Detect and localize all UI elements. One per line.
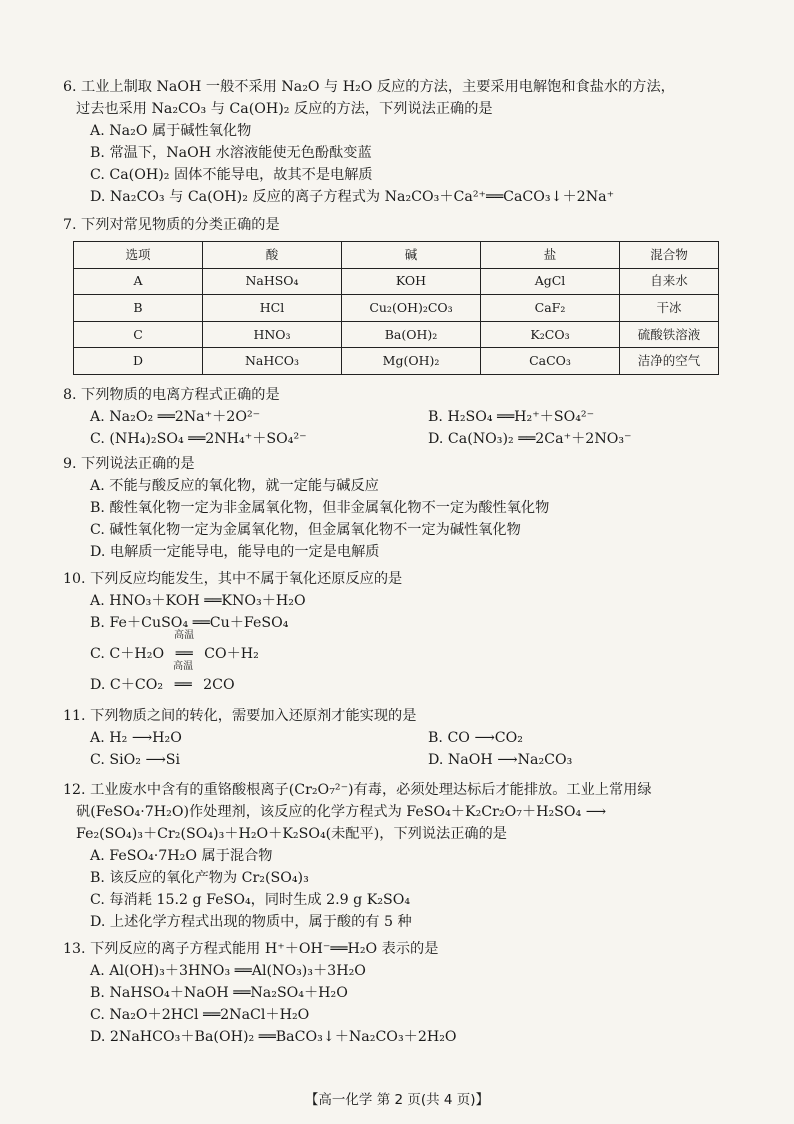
question-6-option-a: A. Na₂O 属于碱性氧化物	[90, 123, 252, 139]
question-12-option-d: D. 上述化学方程式出现的物质中，属于酸的有 5 种	[90, 914, 412, 930]
table-cell: 干冰	[620, 295, 719, 322]
reaction-condition-arrow	[163, 661, 203, 696]
page-footer: 【高一化学 第 2 页(共 4 页)】	[304, 1092, 490, 1108]
question-12-stem-line2: 矾(FeSO₄·7H₂O)作处理剂，该反应的化学方程式为 FeSO₄＋K₂Cr₂O₇＋H₂SO₄ ⟶	[76, 804, 607, 820]
question-11-stem: 11. 下列物质之间的转化，需要加入还原剂才能实现的是	[63, 708, 417, 724]
question-9-option-a: A. 不能与酸反应的氧化物，就一定能与碱反应	[90, 478, 379, 494]
question-12-option-a: A. FeSO₄·7H₂O 属于混合物	[90, 848, 273, 864]
table-header-cell: 选项	[74, 242, 203, 269]
table-header-cell: 碱	[342, 242, 481, 269]
table-cell: NaHCO₃	[203, 348, 342, 375]
question-6-stem-line1: 6. 工业上制取 NaOH 一般不采用 Na₂O 与 H₂O 反应的方法，主要采用电解饱和食盐水的方法，	[63, 79, 675, 95]
question-8-option-d: D. Ca(NO₃)₂ ══2Ca⁺＋2NO₃⁻	[428, 431, 632, 447]
question-10-stem: 10. 下列反应均能发生，其中不属于氧化还原反应的是	[63, 571, 403, 587]
table-cell: Cu₂(OH)₂CO₃	[342, 295, 481, 322]
question-13-stem: 13. 下列反应的离子方程式能用 H⁺＋OH⁻══H₂O 表示的是	[63, 941, 439, 957]
question-10-option-c-left: C. C＋H₂O	[90, 646, 165, 662]
question-11-option-d: D. NaOH ⟶Na₂CO₃	[428, 752, 573, 768]
question-6-option-b: B. 常温下，NaOH 水溶液能使无色酚酞变蓝	[90, 145, 372, 161]
table-row	[74, 268, 719, 295]
table-cell: CaF₂	[481, 295, 620, 322]
question-13-option-b: B. NaHSO₄＋NaOH ══Na₂SO₄＋H₂O	[90, 985, 348, 1001]
question-11-option-b: B. CO ⟶CO₂	[428, 730, 523, 746]
question-11	[63, 705, 743, 771]
question-6-option-c: C. Ca(OH)₂ 固体不能导电，故其不是电解质	[90, 167, 373, 183]
question-13	[63, 938, 743, 1048]
equals-sign: ══	[175, 646, 193, 662]
question-8-stem: 8. 下列物质的电离方程式正确的是	[63, 387, 280, 403]
table-cell: A	[74, 268, 203, 295]
question-7-stem: 7. 下列对常见物质的分类正确的是	[63, 217, 280, 233]
table-row	[74, 348, 719, 375]
question-9-stem: 9. 下列说法正确的是	[63, 456, 195, 472]
table-row	[74, 295, 719, 322]
question-6	[63, 76, 743, 208]
question-10	[63, 568, 743, 696]
question-9-option-c: C. 碱性氧化物一定为金属氧化物，但金属氧化物不一定为碱性氧化物	[90, 522, 521, 538]
table-cell: K₂CO₃	[481, 321, 620, 348]
option-row	[63, 727, 743, 749]
table-cell: Mg(OH)₂	[342, 348, 481, 375]
table-row	[74, 321, 719, 348]
question-10-option-a: A. HNO₃＋KOH ══KNO₃＋H₂O	[90, 593, 306, 609]
table-cell: HCl	[203, 295, 342, 322]
table-header-row	[74, 242, 719, 269]
classification-table	[73, 241, 719, 375]
reaction-condition-label: 高温	[173, 661, 194, 672]
table-cell: B	[74, 295, 203, 322]
question-9-option-d: D. 电解质一定能导电，能导电的一定是电解质	[90, 544, 380, 560]
question-13-option-d: D. 2NaHCO₃＋Ba(OH)₂ ══BaCO₃↓＋Na₂CO₃＋2H₂O	[90, 1029, 457, 1045]
question-6-stem	[63, 76, 743, 120]
table-cell: C	[74, 321, 203, 348]
question-9	[63, 453, 743, 563]
option-row	[63, 406, 743, 428]
table-header-cell: 盐	[481, 242, 620, 269]
question-8-option-a: A. Na₂O₂ ══2Na⁺＋2O²⁻	[90, 409, 261, 425]
question-13-option-a: A. Al(OH)₃＋3HNO₃ ══Al(NO₃)₃＋3H₂O	[90, 963, 366, 979]
question-8-option-c: C. (NH₄)₂SO₄ ══2NH₄⁺＋SO₄²⁻	[90, 431, 307, 447]
table-cell: CaCO₃	[481, 348, 620, 375]
reaction-condition-label: 高温	[174, 630, 195, 641]
question-6-option-d: D. Na₂CO₃ 与 Ca(OH)₂ 反应的离子方程式为 Na₂CO₃＋Ca²⁺══CaCO₃↓＋2Na⁺	[90, 189, 615, 205]
question-10-option-d-right: 2CO	[203, 677, 235, 693]
question-10-option-d-left: D. C＋CO₂	[90, 677, 164, 693]
question-10-option-c-right: CO＋H₂	[204, 646, 259, 662]
question-7	[63, 214, 743, 236]
option-row	[63, 428, 743, 450]
question-11-option-c: C. SiO₂ ⟶Si	[90, 752, 181, 768]
table-cell: HNO₃	[203, 321, 342, 348]
question-12-option-c: C. 每消耗 15.2 g FeSO₄，同时生成 2.9 g K₂SO₄	[90, 892, 411, 908]
table-cell: 硫酸铁溶液	[620, 321, 719, 348]
question-8-option-b: B. H₂SO₄ ══H₂⁺＋SO₄²⁻	[428, 409, 595, 425]
option-row	[63, 749, 743, 771]
question-12	[63, 779, 743, 933]
equals-sign: ══	[174, 677, 192, 693]
question-8	[63, 384, 743, 450]
table-cell: NaHSO₄	[203, 268, 342, 295]
question-10-option-d	[63, 661, 743, 696]
table-cell: AgCl	[481, 268, 620, 295]
question-12-stem	[63, 779, 743, 845]
table-header-cell: 酸	[203, 242, 342, 269]
table-header-cell: 混合物	[620, 242, 719, 269]
table-cell: D	[74, 348, 203, 375]
question-6-stem-line2: 过去也采用 Na₂CO₃ 与 Ca(OH)₂ 反应的方法，下列说法正确的是	[76, 101, 493, 117]
question-13-option-c: C. Na₂O＋2HCl ══2NaCl＋H₂O	[90, 1007, 310, 1023]
question-9-option-b: B. 酸性氧化物一定为非金属氧化物，但非金属氧化物不一定为酸性氧化物	[90, 500, 550, 516]
table-cell: 洁净的空气	[620, 348, 719, 375]
question-10-option-b: B. Fe＋CuSO₄ ══Cu＋FeSO₄	[90, 615, 289, 631]
question-11-option-a: A. H₂ ⟶H₂O	[90, 730, 182, 746]
question-12-stem-line3: Fe₂(SO₄)₃＋Cr₂(SO₄)₃＋H₂O＋K₂SO₄(未配平)，下列说法正确的是	[76, 826, 507, 842]
table-cell: KOH	[342, 268, 481, 295]
question-12-option-b: B. 该反应的氧化产物为 Cr₂(SO₄)₃	[90, 870, 309, 886]
table-cell: 自来水	[620, 268, 719, 295]
table-cell: Ba(OH)₂	[342, 321, 481, 348]
question-12-stem-line1: 12. 工业废水中含有的重铬酸根离子(Cr₂O₇²⁻)有毒，必须处理达标后才能排放。工业上常用绿	[63, 782, 652, 798]
